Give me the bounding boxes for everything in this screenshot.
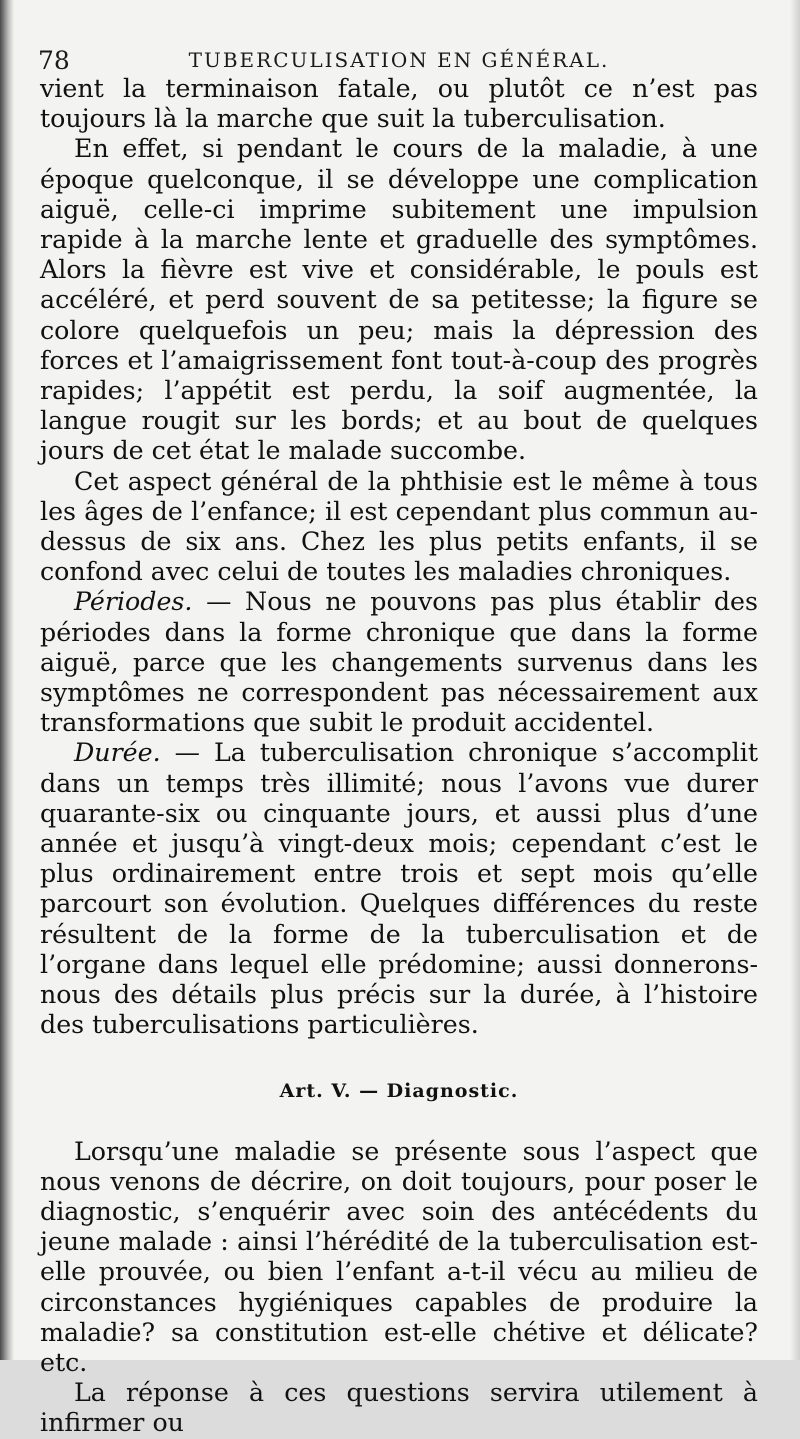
paragraph-duree bbox=[40, 738, 758, 1040]
paragraph-text: La réponse à ces questions servira utilement à infirmer ou bbox=[40, 1378, 758, 1438]
running-head: TUBERCULISATION EN GÉNÉRAL. bbox=[188, 48, 610, 72]
paragraph-truncated bbox=[40, 1378, 758, 1438]
term-duree: Durée. bbox=[74, 738, 161, 768]
body-text bbox=[40, 74, 758, 1439]
paragraph-text: — Nous ne pouvons pas plus établir des périodes dans la forme chronique que dans la forme aiguë, parce que les changements survenus dans les symptômes ne correspondent pas nécessairement aux transformations que subit le produit accidentel. bbox=[40, 587, 758, 738]
paragraph-text: vient la terminaison fatale, ou plutôt ce n’est pas toujours là la marche que suit la tuberculisation. bbox=[40, 74, 758, 134]
paragraph-text: En effet, si pendant le cours de la maladie, à une époque quelconque, il se développe une complication aiguë, celle-ci imprime subitement une impulsion rapide à la marche lente et graduelle des symptômes. Alors la fièvre est vive et considérable, le pouls est accéléré, et perd souvent de sa petitesse; la figure se colore quelquefois un peu; mais la dépression des forces et l’amaigrissement font tout-à-coup des progrès rapides; l’appétit est perdu, la soif augmentée, la langue rougit sur les bords; et au bout de quelques jours de cet état le malade succombe. bbox=[40, 134, 758, 466]
paragraph-text: Cet aspect général de la phthisie est le même à tous les âges de l’enfance; il est cependant plus commun au-dessus de six ans. Chez les plus petits enfants, il se confond avec celui de toutes les maladies chroniques. bbox=[40, 466, 758, 587]
page-header bbox=[38, 42, 760, 78]
paragraph bbox=[40, 134, 758, 466]
page-number: 78 bbox=[38, 46, 70, 75]
term-periodes: Périodes. bbox=[74, 587, 193, 617]
paragraph-text: — La tuberculisation chronique s’accomplit dans un temps très illimité; nous l’avons vue durer quarante-six ou cinquante jours, et aussi plus d’une année et jusqu’à vingt-deux mois; cependant c’est le plus ordinairement entre trois et sept mois qu’elle parcourt son évolution. Quelques différences du reste résultent de la forme de la tuberculisation et de l’organe dans lequel elle prédomine; aussi donnerons-nous des détails plus précis sur la durée, à l’histoire des tuberculisations particulières. bbox=[40, 738, 758, 1040]
paragraph-periodes bbox=[40, 587, 758, 738]
paragraph-continued bbox=[40, 74, 758, 134]
paragraph-text: Lorsqu’une maladie se présente sous l’aspect que nous venons de décrire, on doit toujours, pour poser le diagnostic, s’enquérir avec soin des antécédents du jeune malade : ainsi l’hérédité de la tuberculisation est-elle prouvée, ou bien l’enfant a-t-il vécu au milieu de circonstances hygiéniques capables de produire la maladie? sa constitution est-elle chétive et délicate? etc. bbox=[40, 1136, 758, 1377]
paragraph bbox=[40, 1137, 758, 1379]
section-heading: Art. V. — Diagnostic. bbox=[279, 1079, 519, 1102]
paragraph bbox=[40, 467, 758, 588]
